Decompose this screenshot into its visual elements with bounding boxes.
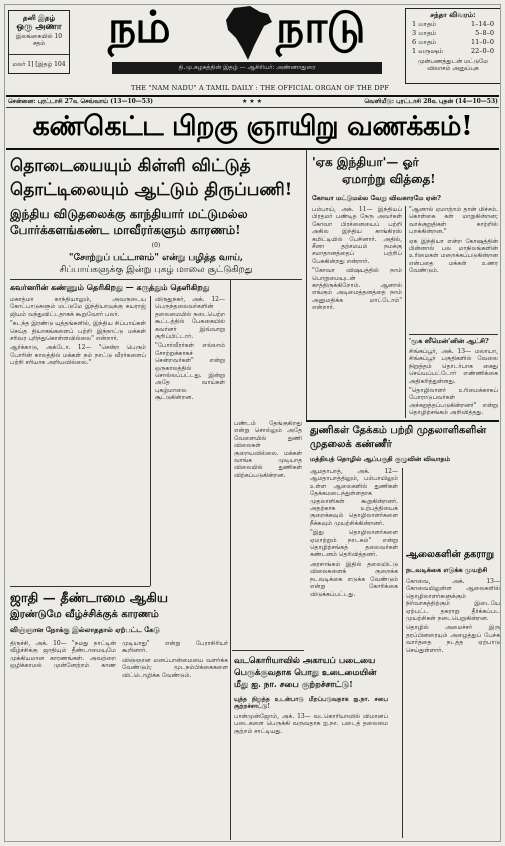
subscription-row (406, 20, 500, 29)
subscription-period: 1 வருஷம் (412, 47, 443, 55)
subscription-period: 1 மாதம் (412, 20, 437, 28)
paragraph: "கடந்த இரண்டு யுத்தங்களில், இந்திய சிப்பாய்கள் செய்த தியாகங்களைப் பற்றி இந்நாட்டு மக்கள் சரிவர புரிந்துகொள்ளவில்லை" என்றார். (10, 320, 146, 343)
paragraph: சிங்கப்பூர், அக். 13— மலாயா, சிங்கப்பூர் பகுதிகளில் வேலை நிறுத்தம் தொடர்பாக கைது செய்யப்பட்டோர் எண்ணிக்கை அதிகரித்துள்ளது. (409, 348, 498, 385)
middle-headline-line: துணிகள் தேக்கம் பற்றி முதலாளிகளின் (310, 425, 487, 436)
tagline: தி.மு.கழகத்தின் இதழ் — ஆசிரியர்: அண்ணாதுரை (112, 62, 382, 74)
caste-kicker: விஞ்ஞான நோக்கு இல்லாததால் ஏற்பட்ட கேடு (10, 625, 160, 634)
paragraph: திருச்சி, அக். 10— "நமது நாட்டின் வீழ்ச்சிக்கு ஜாதியும் தீண்டாமையுமே முக்கியமான காரணங்கள். அவற்றை ஒழிக்காமல் முன்னேற்றம் காண முடியாது" என்று பேராசிரியர் கூறினார். (10, 640, 228, 670)
korea-headline-line: மீது ஐ. நா. சபை குற்றச்சாட்டு! (234, 680, 353, 690)
right-top-kicker: கோவா மட்டுமல்ல வேறு விவகாரமே ஏன்? (312, 194, 441, 202)
paragraph: ஆமதாபாத், அக். 12— ஆமதாபாத்திலும், பம்பாயிலும் உள்ள ஆலைகளில் துணிகள் தேக்கமடைந்துள்ளதாக முதலாளிகள் கூறுகின்றனர். அதற்காக உற்பத்தியைக் குறைக்கவும் தொழிலாளர்களை நீக்கவும் முயற்சிக்கின்றனர். (310, 468, 398, 527)
lead-subhead-line: இந்திய விடுதலைக்கு காந்தியார் மட்டுமல்ல (10, 207, 248, 221)
right-lower-head: ஆலைகளின் தகராறு (406, 549, 495, 560)
title-left: நம் (108, 2, 170, 53)
center-col (234, 420, 302, 650)
subscription-title: சந்தா விவரம்: (430, 10, 476, 19)
right-top-headline-line: ஏமாற்று வித்தை! (342, 172, 436, 186)
subscription-period: 6 மாதம் (412, 38, 437, 46)
paragraph: தொழில் அமைச்சர் இரு தரப்பினரையும் அழைத்துப் பேச்சு வார்த்தை நடத்த ஏற்பாடு செய்துள்ளார். (406, 624, 500, 654)
price-box (8, 10, 70, 74)
paragraph: விஞ்ஞான மனப்பான்மையை வளர்க்க வேண்டும்; மூடநம்பிக்கைகளை விட்டொழிக்க வேண்டும். (122, 656, 228, 679)
lead-divider-mark: (0) (151, 242, 161, 249)
paragraph: "ஆனால் ஏமாற்றம் தான் மிச்சம். கொள்கை கள் மாறுகின்றன; வாக்குறுதிகள் காற்றில் பறக்கின்றன." (409, 206, 498, 236)
subscription-row (406, 47, 500, 56)
right-top-body-col2 (409, 206, 498, 330)
paragraph: அரசாங்கம் இதில் தலையிட்டு விலைகளைக் குறைக்க நடவடிக்கை எடுக்க வேண்டும் என்று கோரிக்கை விடுக்கப்பட்டது. (310, 560, 398, 598)
korea-headline-line: வடகொரியாவில் அகாயப் படையை (234, 656, 376, 666)
paragraph: "போர்வீரர்கள் எல்லாம் சோற்றுக்காகச் சென்றவர்கள்" என்று ஒருகாலத்தில் சொல்லப்பட்டது. இன்று அதே வாய்கள் புகழ்மாலை சூட்டுகின்றன. (155, 342, 225, 402)
caste-headline-line: ஜாதி — தீண்டாமை ஆகிய (10, 591, 169, 606)
middle-headline-line: முதலைக் கண்ணீர் (310, 439, 392, 450)
lead-body-col2 (155, 296, 225, 586)
lead-headline (10, 154, 302, 202)
right-lower-kicker: நடவடிக்கை எடுக்க முயற்சி (406, 566, 488, 574)
subscription-price: 11–0–0 (470, 38, 494, 46)
lead-kicker: கவர்னரின் கண்ணும் தெரிகிறது — கருத்தும் தெளிகிறது (10, 282, 210, 292)
right-small-head: 'மூக ஸீமென்'னின் ஆட்சி? (409, 337, 489, 345)
subscription-note: முன்பணத்துடன் மட்டுமே விலாசம் அனுப்புக (417, 58, 489, 72)
title-right: நாடு (276, 2, 365, 53)
masthead-title (108, 0, 386, 80)
paragraph: மகாத்மா காந்தியாலும், அவருடைய கோட்பாடுகளும் மட்டுமே இந்தியாவுக்கு சுயராஜ் ஜியம் வந்துவிட்டதாகக் கூறுவோர் பலர். (10, 296, 146, 318)
lead-body-col1 (10, 296, 146, 516)
dateline-stars: ★ ★ ★ (242, 98, 262, 105)
lead-quote (10, 252, 302, 276)
middle-body-col1 (310, 468, 398, 838)
subscription-price: 5–8–0 (475, 29, 494, 37)
subscription-box (405, 8, 501, 84)
paragraph: கோவை, அக். 13— கோவையிலுள்ள ஆலைகளில் தொழிலாளர்களுக்கும் நிர்வாகத்திற்கும் இடையே ஏற்பட்ட தகராறு தீர்க்கப்பட முயற்சிகள் நடைபெறுகின்றன. (406, 578, 500, 623)
lead-quote-line: சிப்பாய்களுக்கு இன்று புகழ் மாலை சூட்டுகிறது (59, 265, 253, 275)
lead-quote-line: "சோற்றுப் பட்டாளம்" என்று பழித்த வாய், (68, 253, 244, 263)
banner-headline: கண்கெட்ட பிறகு ஞாயிறு வணக்கம்! (32, 111, 473, 142)
price-line: இலங்கையில் 10 சதம் (15, 33, 63, 47)
paragraph: பம்பாய், அக். 11— இந்தியப் பிரதமர் பண்டித நேரு அவர்கள் கோவா பிரச்னையைப் பற்றி அகில இந்திய காங்கிரஸ் கமிட்டியில் பேசினார். அதில், சீனா தற்சமயம் நமக்கு சமாதானத்தைப் பற்றிப் பேசுகின்றது என்றார். (312, 206, 402, 265)
subscription-price: 22–0–0 (470, 47, 494, 55)
paragraph: விருதுநகர், அக். 12— பெருந்தலைவர்களின் தலைமையில் நடைபெற்ற கூட்டத்தில் பேசுகையில் கவர்னர் இவ்வாறு குறிப்பிட்டார். (155, 296, 225, 341)
middle-kicker: மத்தியத் தொழில் ஆப்பகுதி குழுவின் விவாதம் (310, 455, 450, 463)
volume-issue: மலர் 1] [இதழ் 104 (12, 61, 66, 68)
paragraph: "கோவா விஷயத்தில் நாம் பொறுமையுடன் காத்திருக்கிறோம். ஆனால் எங்கும் அடிமைத்தனத்தை நாம் அனுமதிக்க மாட்டோம்" என்றார். (312, 267, 402, 312)
subscription-price: 1–14–0 (470, 20, 494, 28)
price-line: தனி இதழ் (22, 13, 56, 22)
price-line: ஒரு அணா (16, 22, 62, 32)
caste-headline-line: இரண்டுமே வீழ்ச்சிக்குக் காரணம் (10, 609, 159, 620)
paragraph: ஆர்க்காடு, அக்டோ. 12— "சென்ற பெரும் போரின் காலத்தில் மக்கள் நம் நாட்டு வீரர்களைப் பற்றி சரியாக அறியவில்லை." (10, 344, 146, 367)
india-map-icon (220, 4, 276, 64)
lead-subhead-line: போர்க்களங்கண்ட மாவீரர்களும் காரணம்! (10, 223, 241, 237)
lead-headline-line: தொடையையும் கிள்ளி விட்டுத் (10, 156, 251, 176)
paragraph: பண்டம் தேங்குகிறது என்று சொல்லும் அதே வேளையில் துணி விலைகள் குறையவில்லை. மக்கள் வாங்க முடியாத விலையில் துணிகள் விற்கப்படுகின்றன. (234, 420, 302, 479)
korea-headline-line: பெருக்குவதாக பொது உடைமையின் (234, 668, 377, 678)
right-top-headline-line: 'ஏக இந்தியா'— ஓர் (312, 155, 419, 169)
right-small-body (409, 348, 498, 418)
subscription-row (406, 38, 500, 47)
paragraph: "தொழிலாளர் உரிமைக்காகப் போராடுபவர்கள் அச்சுறுத்தப்படுகின்றனர்" என்று தொழிற்சங்கம் அறிவித்தது. (409, 387, 498, 417)
dateline-right: வெளியீடு: புரட்டாசி 28௳ புதன் (14—10—53) (364, 98, 498, 105)
paragraph: பான்முன்ஜோம், அக். 13— வடகொரியாவில் விமானப் படைகளை பெருக்கி வருவதாக ஐ.நா. படைத் தலைமை குற்றம் சாட்டியது. (234, 712, 388, 735)
caste-headline (10, 590, 228, 622)
paragraph: ஏக இந்தியா என்ற கோஷத்தின் பின்னால் பல மாநிலங்களின் உரிமைகள் மறைக்கப்படுகின்றன என்பதை மக்கள் உணர வேண்டும். (409, 237, 498, 275)
english-line: THE "NAM NADU" A TAMIL DAILY : THE OFFICIAL ORGAN OF THE DPF (130, 84, 390, 92)
caste-body (10, 640, 228, 840)
right-lower-body (406, 578, 500, 838)
right-top-headline (312, 154, 498, 188)
dateline-left: சென்னை: புரட்டாசி 27௳ செவ்வாய் (13—10—53) (8, 98, 153, 105)
subscription-period: 3 மாதம் (412, 29, 437, 37)
paragraph: யுத்த நிறுத்த உடன்பாடு மீறப்படுவதாக ஐ.நா. சபை குற்றச்சாட்டு! (234, 696, 388, 711)
right-top-body-col1 (312, 206, 402, 418)
lead-headline-line: தொட்டிலையும் ஆட்டும் திருப்பணி! (10, 180, 293, 200)
middle-headline (310, 424, 500, 452)
subscription-row (406, 29, 500, 38)
paragraph: "இது தொழிலாளர்களை ஏமாற்றும் நாடகம்" என்று தொழிற்சங்கத் தலைவர்கள் கண்டனம் தெரிவித்தனர். (310, 529, 398, 559)
lead-subhead (10, 206, 302, 238)
